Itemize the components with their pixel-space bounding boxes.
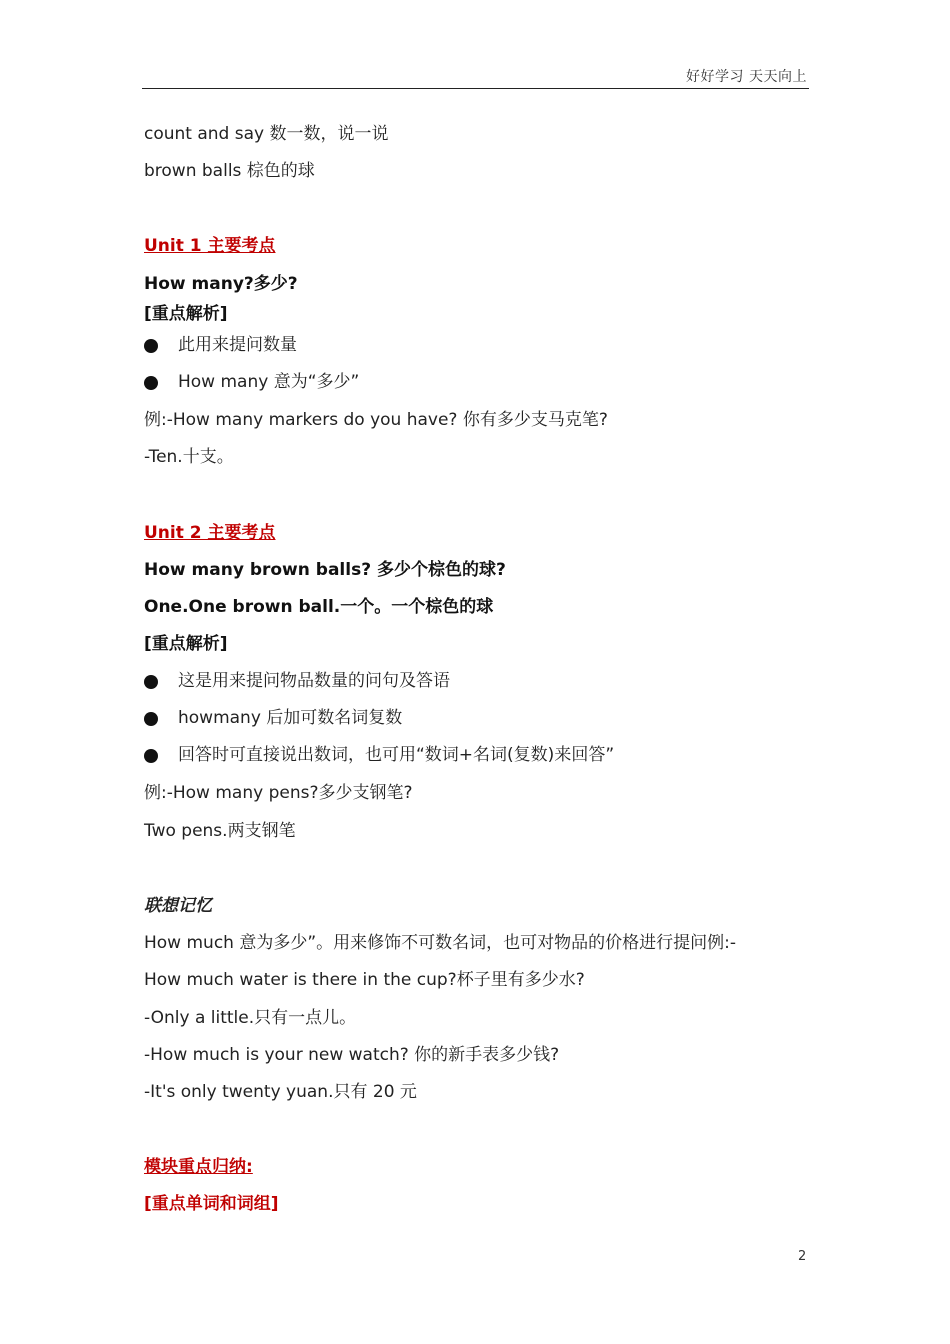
bullet-icon bbox=[144, 749, 158, 763]
unit1-analysis-label: [重点解析] bbox=[144, 304, 228, 324]
association-line-5: -It's only twenty yuan.只有 20 元 bbox=[144, 1082, 417, 1102]
association-line-2: How much water is there in the cup?杯子里有多少水? bbox=[144, 970, 585, 990]
association-line-4: -How much is your new watch? 你的新手表多少钱? bbox=[144, 1045, 560, 1065]
unit2-bullet-2: howmany 后加可数名词复数 bbox=[178, 708, 403, 728]
unit1-bullet-1: 此用来提问数量 bbox=[178, 335, 297, 355]
unit2-bullet-1: 这是用来提问物品数量的问句及答语 bbox=[178, 671, 450, 691]
intro-line-2: brown balls 棕色的球 bbox=[144, 161, 315, 181]
unit2-bullet-3: 回答时可直接说出数词，也可用“数词+名词(复数)来回答” bbox=[178, 745, 615, 765]
unit1-example-2: -Ten.十支。 bbox=[144, 447, 234, 467]
unit1-example-1: 例:-How many markers do you have? 你有多少支马克笔? bbox=[144, 410, 608, 430]
unit2-example-2: Two pens.两支钢笔 bbox=[144, 821, 296, 841]
header-rule bbox=[142, 88, 809, 89]
unit1-title: Unit 1 主要考点 bbox=[144, 236, 276, 256]
summary-title: 模块重点归纳: bbox=[144, 1157, 253, 1177]
bullet-icon bbox=[144, 712, 158, 726]
unit2-answer: One.One brown ball.一个。一个棕色的球 bbox=[144, 597, 494, 617]
header-text: 好好学习 天天向上 bbox=[686, 69, 807, 85]
bullet-icon bbox=[144, 339, 158, 353]
association-line-1: How much 意为多少”。用来修饰不可数名词，也可对物品的价格进行提问例:- bbox=[144, 933, 737, 953]
bullet-icon bbox=[144, 675, 158, 689]
unit2-example-1: 例:-How many pens?多少支钢笔? bbox=[144, 783, 413, 803]
association-line-3: -Only a little.只有一点儿。 bbox=[144, 1008, 357, 1028]
unit2-analysis-label: [重点解析] bbox=[144, 634, 228, 654]
bullet-icon bbox=[144, 376, 158, 390]
association-title: 联想记忆 bbox=[144, 896, 212, 916]
page-number: 2 bbox=[798, 1249, 807, 1264]
intro-line-1: count and say 数一数，说一说 bbox=[144, 124, 389, 144]
unit1-question: How many?多少? bbox=[144, 274, 298, 294]
unit2-question: How many brown balls? 多少个棕色的球? bbox=[144, 560, 506, 580]
unit1-bullet-2: How many 意为“多少” bbox=[178, 372, 360, 392]
unit2-title: Unit 2 主要考点 bbox=[144, 523, 276, 543]
summary-subtitle: [重点单词和词组] bbox=[144, 1194, 279, 1214]
